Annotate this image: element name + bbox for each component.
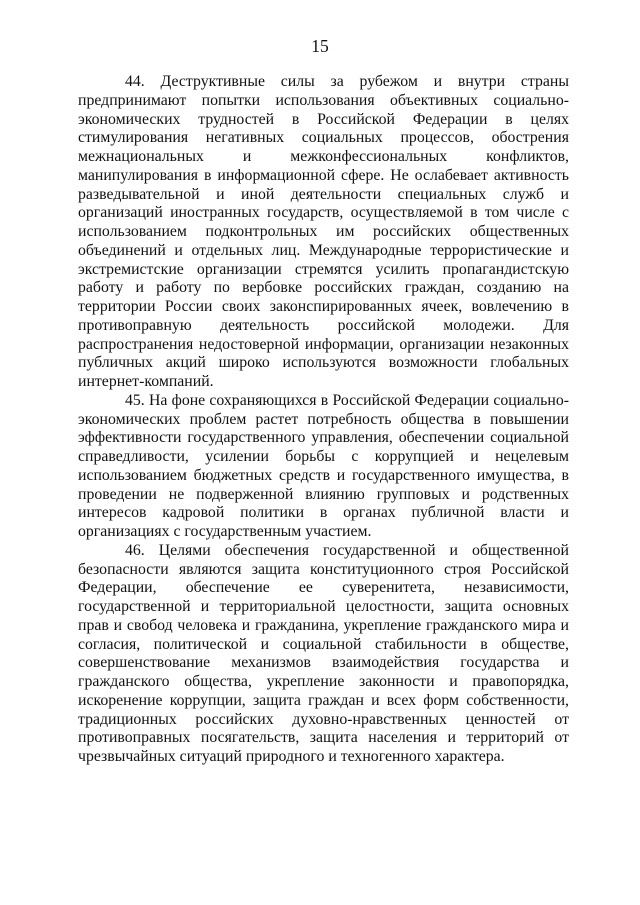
paragraph-44: 44. Деструктивные силы за рубежом и внутри страны предпринимают попытки использования объективных социально-экономических трудностей в Российской Федерации в целях стимулирования негативных социальных процессов, обострения межнациональных и межконфессиональных конфликтов, манипулирования в информационной сфере. Не ослабевает активность разведывательной и иной деятельности специальных служб и организаций иностранных государств, осуществляемой в том числе с использованием подконтрольных им российских общественных объединений и отдельных лиц. Международные террористические и экстремистские организации стремятся усилить пропагандистскую работу и работу по вербовке российских граждан, созданию на территории России своих законспирированных ячеек, вовлечению в противоправную деятельность российской молодежи. Для распространения недостоверной информации, организации незаконных публичных акций широко используются возможности глобальных интернет-компаний. (78, 73, 569, 390)
paragraph-46: 46. Целями обеспечения государственной и общественной безопасности являются защита конституционного строя Российской Федерации, обеспечение ее суверенитета, независимости, государственной и территориальной целостности, защита основных прав и свобод человека и гражданина, укрепление гражданского мира и согласия, политической и социальной стабильности в обществе, совершенствование механизмов взаимодействия государства и гражданского общества, укрепление законности и правопорядка, искоренение коррупции, защита граждан и всех форм собственности, традиционных российских духовно-нравственных ценностей от противоправных посягательств, защита населения и территорий от чрезвычайных ситуаций природного и техногенного характера. (78, 541, 569, 765)
page-number: 15 (311, 36, 329, 56)
paragraph-45: 45. На фоне сохраняющихся в Российской Федерации социально-экономических проблем растет потребность общества в повышении эффективности государственного управления, обеспечении социальной справедливости, усилении борьбы с коррупцией и нецелевым использованием бюджетных средств и государственного имущества, в проведении не подверженной влиянию групповых и родственных интересов кадровой политики в органах публичной власти и организациях с государственным участием. (78, 391, 569, 540)
document-body (78, 73, 569, 767)
